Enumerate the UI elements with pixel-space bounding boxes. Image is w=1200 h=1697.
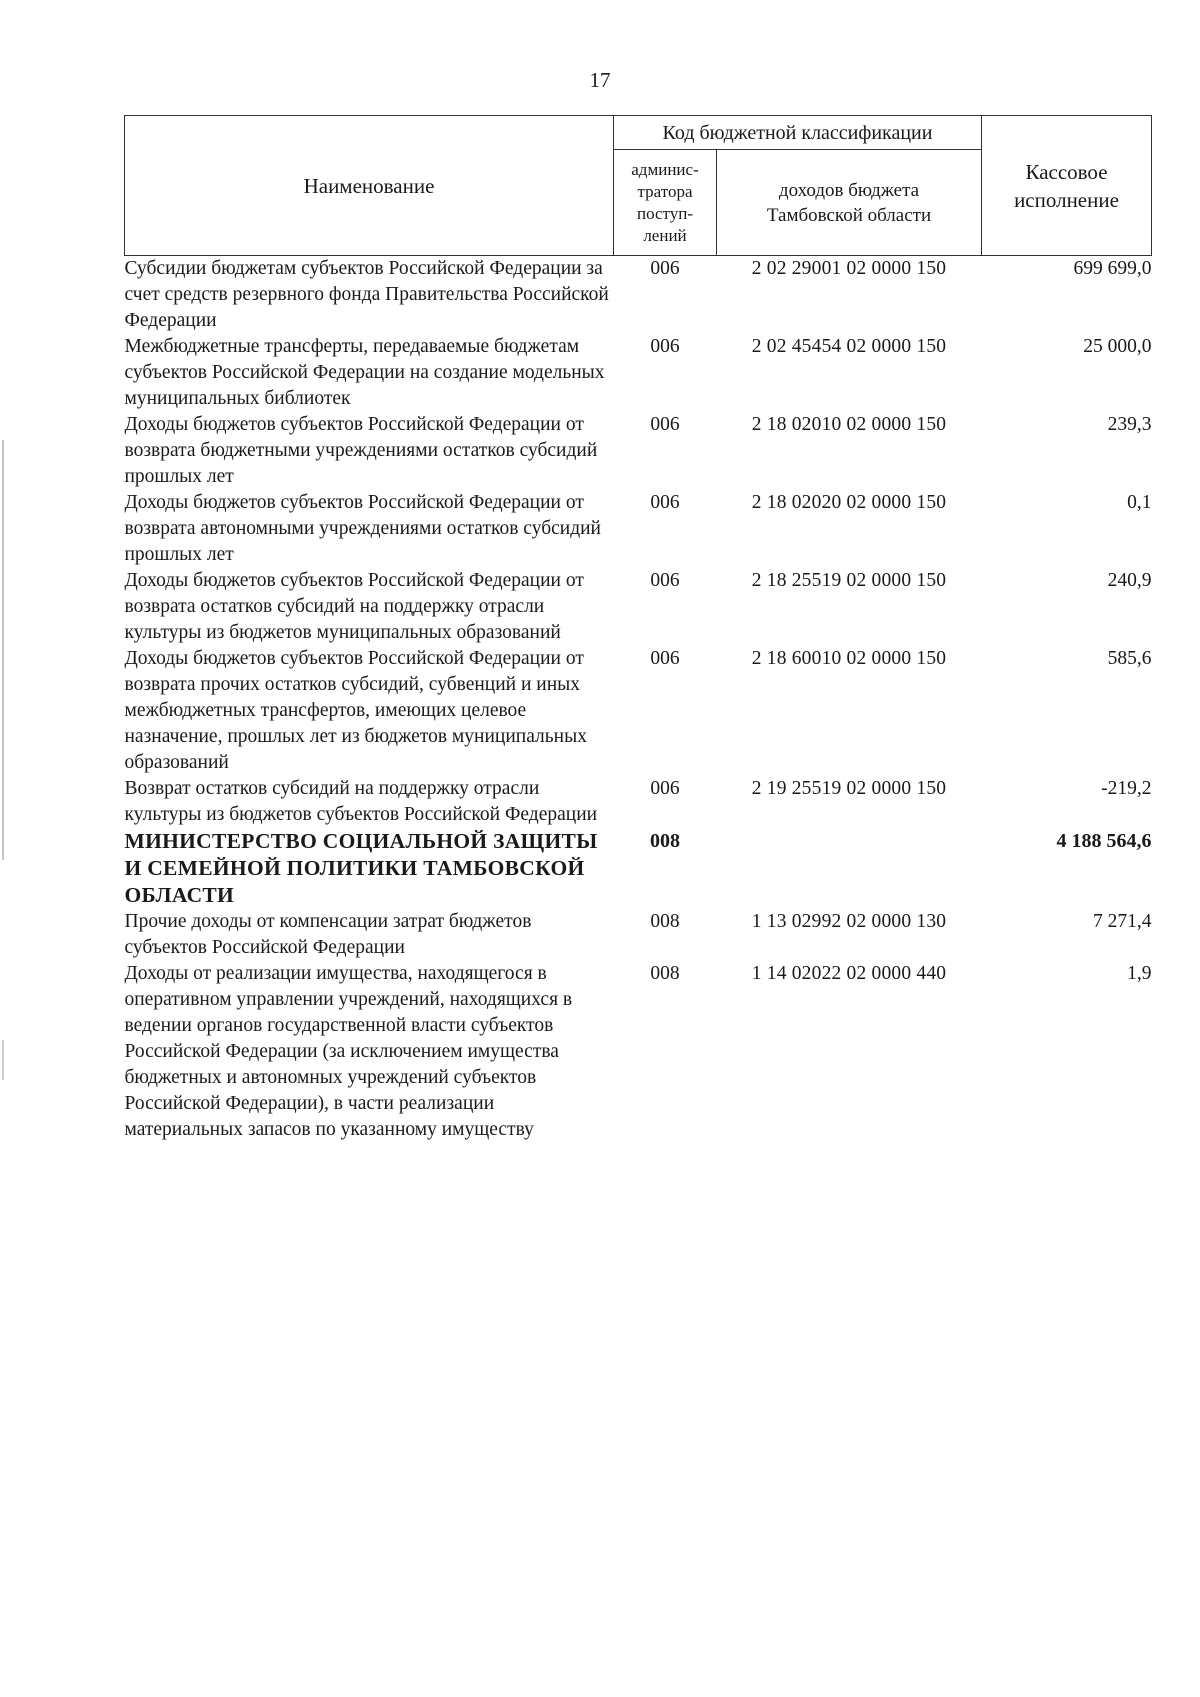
row-income-code: 2 18 25519 02 0000 150 <box>751 570 947 591</box>
row-admin-code: 006 <box>650 778 680 799</box>
scan-artifact <box>2 1040 4 1080</box>
table-row <box>125 961 1152 1143</box>
row-amount: 0,1 <box>1127 492 1152 513</box>
row-name: Возврат остатков субсидий на поддержку отрасли культуры из бюджетов субъектов Российской Федерации <box>124 778 598 825</box>
row-amount: 1,9 <box>1127 963 1152 984</box>
row-admin-code: 006 <box>650 492 680 513</box>
header-income: доходов бюджета Тамбовской области <box>717 150 982 256</box>
header-admin: админис- тратора поступ- лений <box>614 150 717 256</box>
row-income-code: 2 18 02020 02 0000 150 <box>751 492 947 513</box>
row-amount: -219,2 <box>1101 778 1152 799</box>
table-row <box>125 334 1152 412</box>
row-name: МИНИСТЕРСТВО СОЦИАЛЬНОЙ ЗАЩИТЫ И СЕМЕЙНОЙ ПОЛИТИКИ ТАМБОВСКОЙ ОБЛАСТИ <box>124 829 598 907</box>
row-amount: 4 188 564,6 <box>1056 830 1152 852</box>
row-amount: 585,6 <box>1107 648 1152 669</box>
row-amount: 240,9 <box>1107 570 1152 591</box>
row-name: Доходы бюджетов субъектов Российской Федерации от возврата автономными учреждениями остатков субсидий прошлых лет <box>124 492 601 565</box>
row-amount: 699 699,0 <box>1073 258 1152 279</box>
revenue-table <box>124 115 1152 1143</box>
row-income-code: 1 14 02022 02 0000 440 <box>751 963 947 984</box>
header-execution: Кассовое исполнение <box>982 116 1152 256</box>
row-name: Доходы бюджетов субъектов Российской Федерации от возврата прочих остатков субсидий, субвенций и иных межбюджетных трансфертов, имеющих целевое назначение, прошлых лет из бюджетов муниципальных образований <box>124 648 587 773</box>
row-amount: 7 271,4 <box>1093 911 1152 932</box>
table-row <box>125 490 1152 568</box>
row-amount: 239,3 <box>1107 414 1152 435</box>
row-income-code: 2 02 45454 02 0000 150 <box>751 336 947 357</box>
row-admin-code: 006 <box>650 258 680 279</box>
row-admin-code: 008 <box>650 911 680 932</box>
row-admin-code: 008 <box>650 830 680 852</box>
row-admin-code: 006 <box>650 414 680 435</box>
table-body <box>125 256 1152 1144</box>
row-income-code <box>717 828 982 909</box>
row-amount: 25 000,0 <box>1083 336 1152 357</box>
table-header <box>125 116 1152 256</box>
row-name: Прочие доходы от компенсации затрат бюджетов субъектов Российской Федерации <box>124 911 532 958</box>
row-admin-code: 006 <box>650 336 680 357</box>
page-number: 17 <box>589 68 611 92</box>
row-name: Субсидии бюджетам субъектов Российской Федерации за счет средств резервного фонда Правительства Российской Федерации <box>124 258 609 331</box>
header-name: Наименование <box>125 116 614 256</box>
table-row <box>125 412 1152 490</box>
table-row <box>125 909 1152 961</box>
row-income-code: 1 13 02992 02 0000 130 <box>751 911 947 932</box>
row-name: Доходы от реализации имущества, находящегося в оперативном управлении учреждений, находящихся в ведении органов государственной власти субъектов Российской Федерации (за исключением имущества бюджетных и автономных учреждений субъектов Российской Федерации), в части реализации материальных запасов по указанному имуществу <box>124 963 573 1140</box>
row-admin-code: 006 <box>650 570 680 591</box>
row-admin-code: 008 <box>650 963 680 984</box>
table-row <box>125 256 1152 335</box>
row-income-code: 2 19 25519 02 0000 150 <box>751 778 947 799</box>
row-admin-code: 006 <box>650 648 680 669</box>
header-code-group: Код бюджетной классификации <box>614 116 982 150</box>
section-row <box>125 828 1152 909</box>
table-row <box>125 568 1152 646</box>
row-name: Доходы бюджетов субъектов Российской Федерации от возврата бюджетными учреждениями остатков субсидий прошлых лет <box>124 414 598 487</box>
scan-artifact <box>2 440 4 860</box>
table-row <box>125 646 1152 776</box>
row-income-code: 2 18 02010 02 0000 150 <box>751 414 947 435</box>
table-row <box>125 776 1152 828</box>
row-name: Межбюджетные трансферты, передаваемые бюджетам субъектов Российской Федерации на создание модельных муниципальных библиотек <box>124 336 605 409</box>
row-name: Доходы бюджетов субъектов Российской Федерации от возврата остатков субсидий на поддержку отрасли культуры из бюджетов муниципальных образований <box>124 570 584 643</box>
row-income-code: 2 02 29001 02 0000 150 <box>751 258 947 279</box>
row-income-code: 2 18 60010 02 0000 150 <box>751 648 947 669</box>
